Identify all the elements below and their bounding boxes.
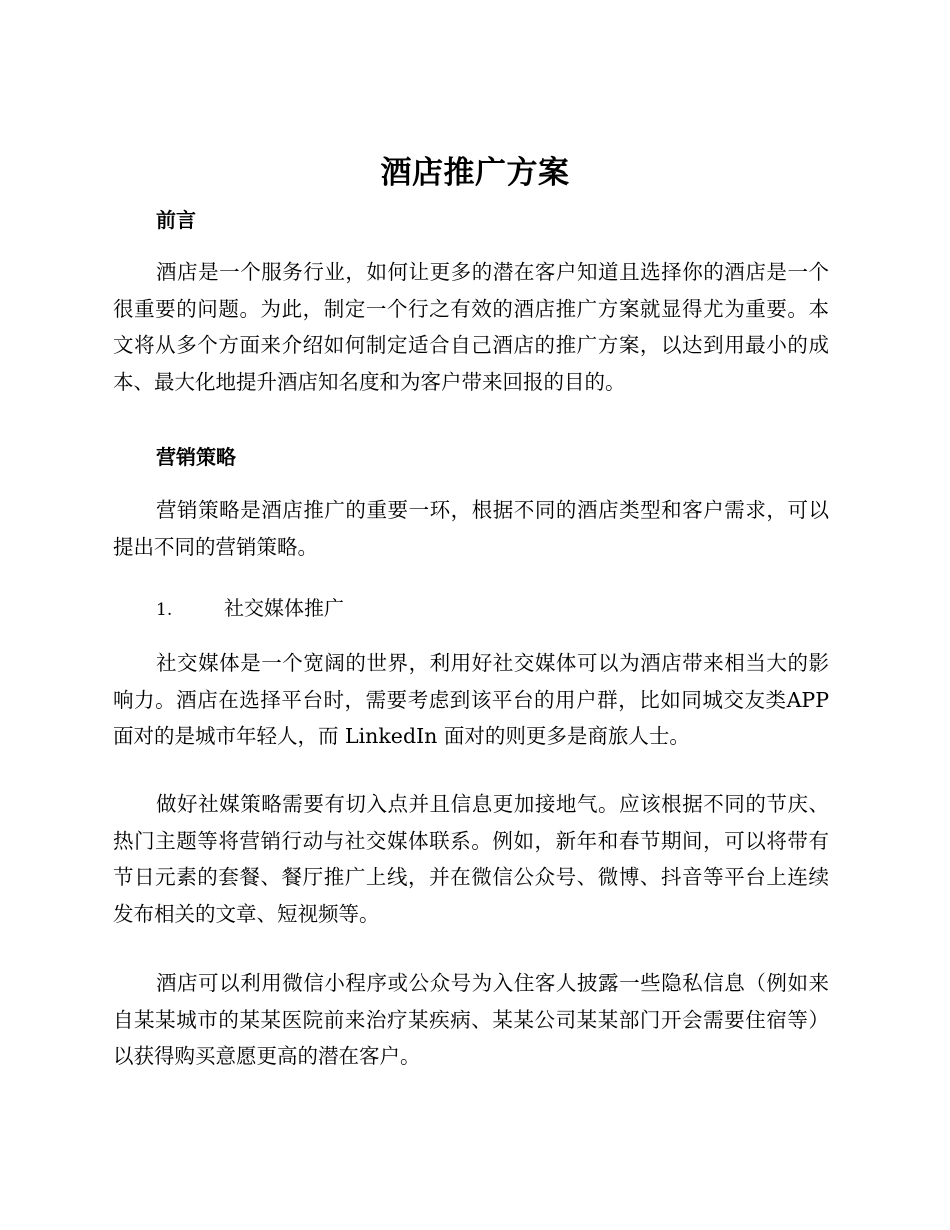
paragraph-marketing: 营销策略是酒店推广的重要一环，根据不同的酒店类型和客户需求，可以提出不同的营销策略。 bbox=[113, 498, 829, 559]
paragraph-social-3: 酒店可以利用微信小程序或公众号为入住客人披露一些隐私信息（例如来自某某城市的某某医院前来治疗某疾病、某某公司某某部门开会需要住宿等）以获得购买意愿更高的潜在客户。 bbox=[113, 971, 829, 1068]
paragraph-preface: 酒店是一个服务行业，如何让更多的潜在客户知道且选择你的酒店是一个很重要的问题。为此，制定一个行之有效的酒店推广方案就显得尤为重要。本文将从多个方面来介绍如何制定适合自己酒店的推广方案，以达到用最小的成本、最大化地提升酒店知名度和为客户带来回报的目的。 bbox=[113, 260, 829, 394]
paragraph-social-1: 社交媒体是一个宽阔的世界，利用好社交媒体可以为酒店带来相当大的影响力。酒店在选择平台时，需要考虑到该平台的用户群，比如同城交友类APP 面对的是城市年轻人，而 LinkedIn 面对的则更多是商旅人士。 bbox=[113, 651, 829, 748]
section-heading-preface: 前言 bbox=[156, 208, 196, 232]
list-item-label: 社交媒体推广 bbox=[224, 596, 344, 620]
paragraph-social-2: 做好社媒策略需要有切入点并且信息更加接地气。应该根据不同的节庆、热门主题等将营销行动与社交媒体联系。例如，新年和春节期间，可以将带有节日元素的套餐、餐厅推广上线，并在微信公众号、微博、抖音等平台上连续发布相关的文章、短视频等。 bbox=[113, 792, 829, 926]
section-heading-marketing: 营销策略 bbox=[156, 445, 236, 469]
list-item-number: 1. bbox=[156, 600, 173, 620]
document-title: 酒店推广方案 bbox=[380, 155, 570, 191]
list-item-social-media bbox=[156, 593, 344, 625]
